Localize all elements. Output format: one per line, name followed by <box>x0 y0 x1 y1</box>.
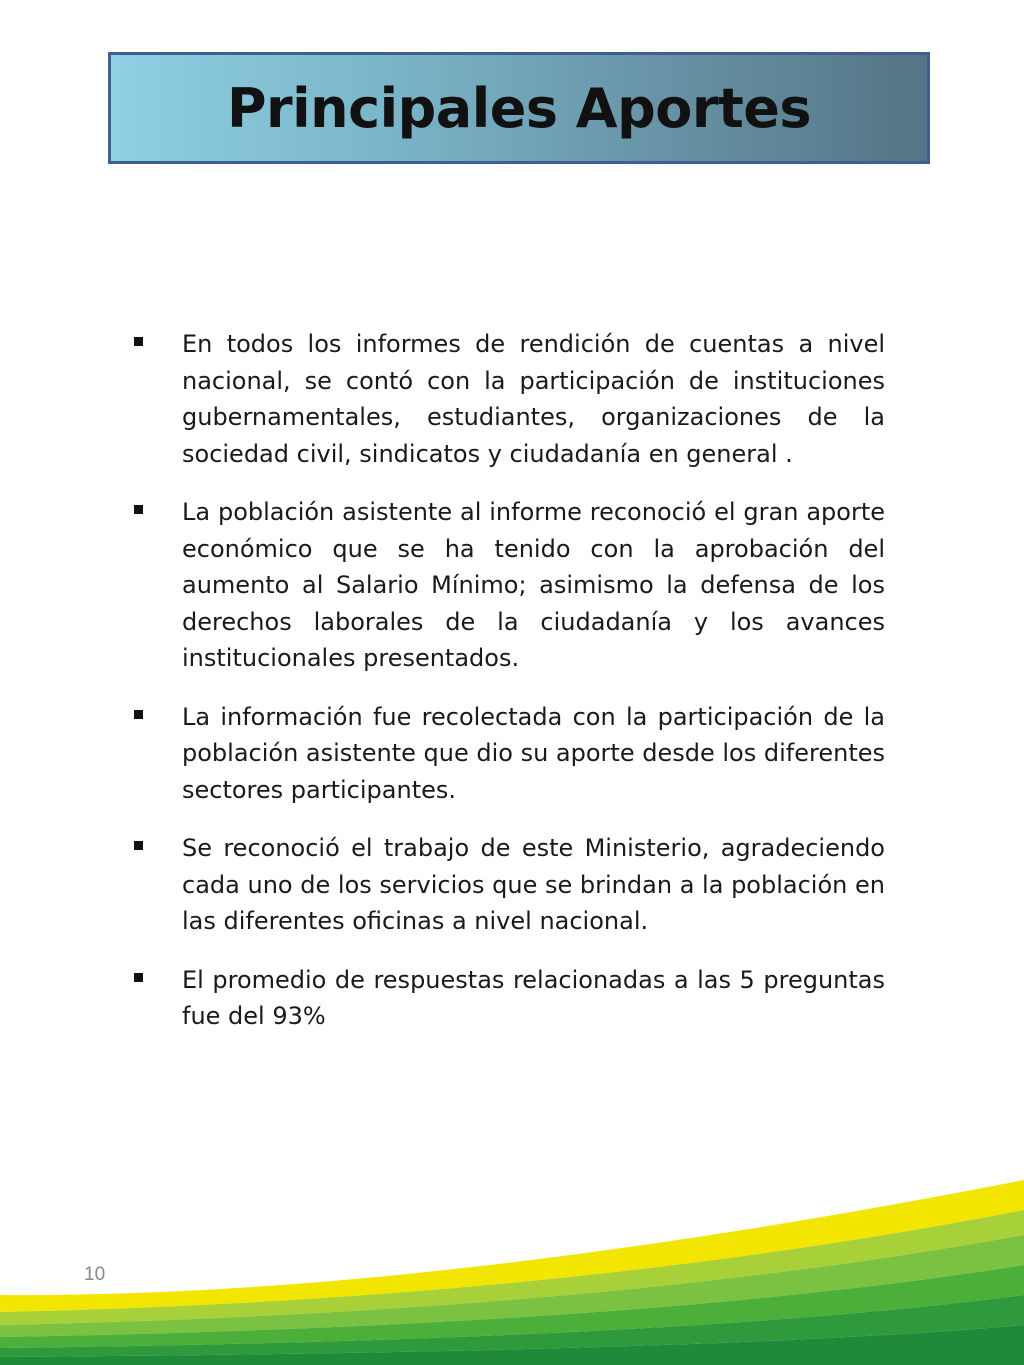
bullet-list <box>128 326 885 1057</box>
square-bullet-icon <box>134 337 143 346</box>
list-item <box>128 326 885 472</box>
list-item <box>128 494 885 677</box>
page-number: 10 <box>84 1264 106 1285</box>
list-item <box>128 962 885 1035</box>
square-bullet-icon <box>134 710 143 719</box>
bullet-text: La información fue recolectada con la participación de la población asistente que dio su aporte desde los diferentes sectores participantes. <box>182 702 885 804</box>
square-bullet-icon <box>134 505 143 514</box>
decorative-swoosh <box>0 1180 1024 1365</box>
list-item <box>128 699 885 809</box>
page-title: Principales Aportes <box>226 76 812 140</box>
title-banner <box>108 52 930 164</box>
bullet-text: En todos los informes de rendición de cuentas a nivel nacional, se contó con la participación de instituciones gubernamentales, estudiantes, organizaciones de la sociedad civil, sindicatos y ciudadanía en general . <box>182 330 885 468</box>
bullet-text: Se reconoció el trabajo de este Ministerio, agradeciendo cada uno de los servicios que se brindan a la población en las diferentes oficinas a nivel nacional. <box>182 834 885 935</box>
square-bullet-icon <box>134 973 143 982</box>
bullet-text: La población asistente al informe reconoció el gran aporte económico que se ha tenido con la aprobación del aumento al Salario Mínimo; asimismo la defensa de los derechos laborales de la ciudadanía y los avances institucionales presentados. <box>182 498 885 672</box>
bullet-text: El promedio de respuestas relacionadas a las 5 preguntas fue del 93% <box>182 965 885 1030</box>
list-item <box>128 830 885 940</box>
square-bullet-icon <box>134 841 143 850</box>
